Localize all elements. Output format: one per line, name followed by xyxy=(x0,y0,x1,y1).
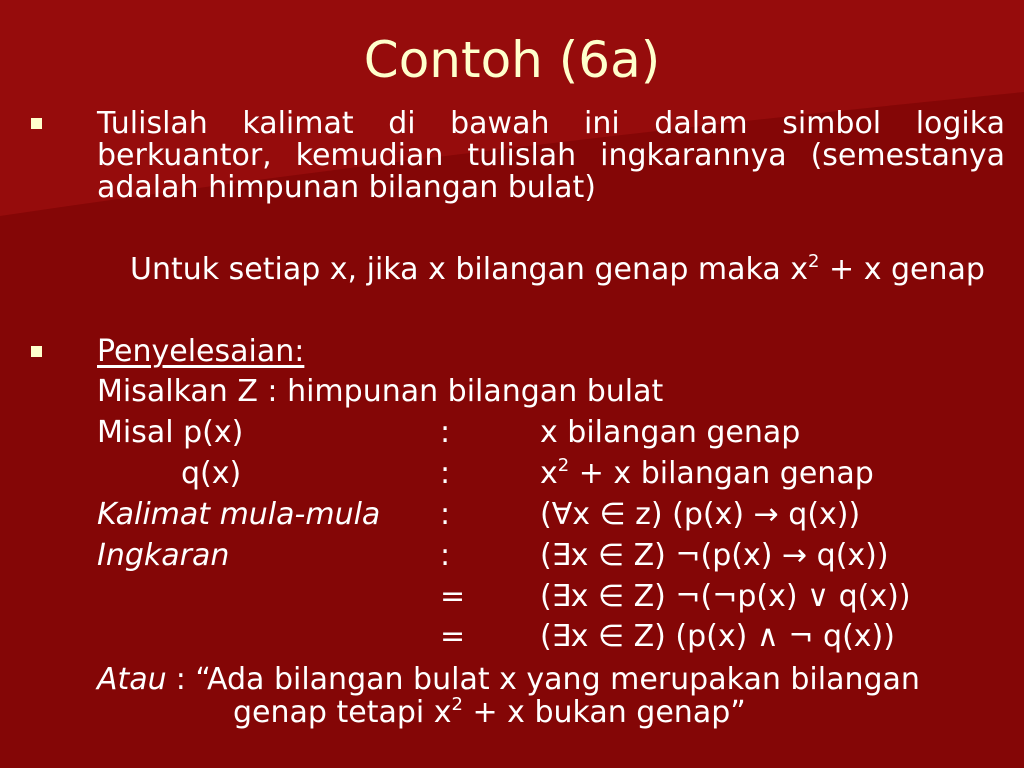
row-equals-sign: = xyxy=(440,619,466,654)
square-bullet-icon xyxy=(31,346,42,357)
row-equals-sign: = xyxy=(440,579,466,614)
universe-line: Misalkan Z : himpunan bilangan bulat xyxy=(97,374,664,409)
row-label-negation: Ingkaran xyxy=(97,538,230,573)
statement-line xyxy=(130,251,985,290)
conclusion-tail: + x bukan genap” xyxy=(462,695,746,730)
row-value-original-statement: (∀x ∈ z) (p(x) → q(x)) xyxy=(540,497,861,532)
row-value-q-tail: + x bilangan genap xyxy=(569,456,874,491)
row-value-p: x bilangan genap xyxy=(540,415,801,450)
task-line-1: Tulislah kalimat di bawah ini dalam simbol logika xyxy=(97,106,1005,141)
conclusion-superscript: 2 xyxy=(451,694,463,715)
row-value-equivalence-1: (∃x ∈ Z) ¬(¬p(x) ∨ q(x)) xyxy=(540,579,911,614)
task-line-3: adalah himpunan bilangan bulat) xyxy=(97,170,596,205)
conclusion-label: Atau xyxy=(97,662,167,697)
row-value-q-base: x xyxy=(540,456,558,491)
slide-title: Contoh (6a) xyxy=(363,31,661,89)
statement-text: Untuk setiap x, jika x bilangan genap maka x xyxy=(130,252,809,287)
row-value-q-superscript: 2 xyxy=(557,455,570,476)
conclusion-text-1: : “Ada bilangan bulat x yang merupakan bilangan xyxy=(175,662,920,697)
row-label-p: Misal p(x) xyxy=(97,415,244,450)
row-label-q: q(x) xyxy=(181,456,242,491)
row-label-original-statement: Kalimat mula-mula xyxy=(97,497,381,532)
statement-superscript: 2 xyxy=(808,251,820,272)
solution-heading: Penyelesaian: xyxy=(97,334,305,369)
row-value-negation: (∃x ∈ Z) ¬(p(x) → q(x)) xyxy=(540,538,889,573)
conclusion-line-1 xyxy=(97,664,920,696)
row-separator: : xyxy=(440,456,451,491)
square-bullet-icon xyxy=(31,118,42,129)
row-separator: : xyxy=(440,497,451,532)
row-separator: : xyxy=(440,538,451,573)
row-value-q xyxy=(540,455,874,494)
statement-tail: + x genap xyxy=(819,252,985,287)
row-value-equivalence-2: (∃x ∈ Z) (p(x) ∧ ¬ q(x)) xyxy=(540,619,895,654)
conclusion-text-2: genap tetapi x xyxy=(233,695,452,730)
task-line-2: berkuantor, kemudian tulislah ingkarannya (semestanya xyxy=(97,138,1005,173)
row-separator: : xyxy=(440,415,451,450)
conclusion-line-2 xyxy=(233,694,746,733)
